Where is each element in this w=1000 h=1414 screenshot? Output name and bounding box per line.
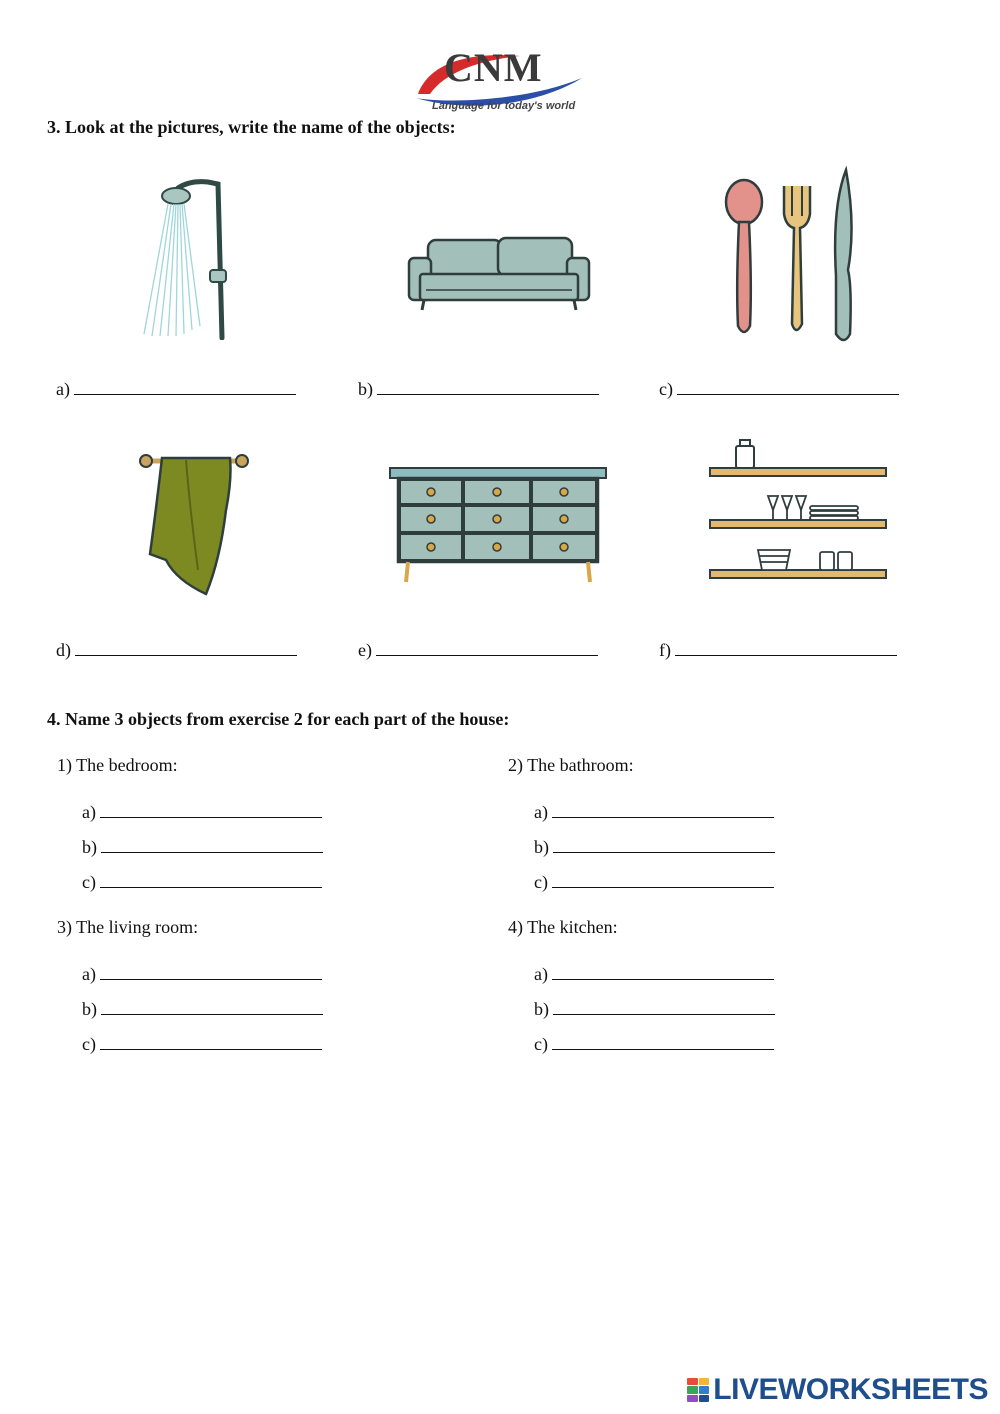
liveworksheets-brand: LIVEWORKSHEETS <box>713 1373 988 1406</box>
answer-label: b) <box>534 999 549 1019</box>
living-room-line-a[interactable] <box>82 964 322 985</box>
answer-blank[interactable] <box>552 965 774 980</box>
sofa-icon <box>406 234 592 314</box>
answer-blank[interactable] <box>552 873 774 888</box>
kitchen-line-a[interactable] <box>534 964 774 985</box>
group-title-bedroom: 1) The bedroom: <box>57 755 178 775</box>
kitchen-line-b[interactable] <box>534 999 775 1020</box>
answer-line-c[interactable] <box>659 379 899 400</box>
group-title-living-room: 3) The living room: <box>57 917 199 937</box>
answer-label: a) <box>82 802 96 822</box>
shower-icon <box>138 178 248 340</box>
bathroom-line-a[interactable] <box>534 802 774 823</box>
answer-blank[interactable] <box>553 838 775 853</box>
answer-label: b) <box>82 837 97 857</box>
answer-blank[interactable] <box>100 803 322 818</box>
living-room-line-c[interactable] <box>82 1034 322 1055</box>
answer-label: a) <box>82 964 96 984</box>
answer-blank[interactable] <box>552 803 774 818</box>
exercise4-title: 4. Name 3 objects from exercise 2 for each part of the house: <box>47 709 510 729</box>
answer-label: c) <box>659 379 673 399</box>
answer-line-e[interactable] <box>358 640 598 661</box>
towel-rail-icon <box>136 450 252 598</box>
chest-of-drawers-icon <box>388 466 608 588</box>
answer-line-d[interactable] <box>56 640 297 661</box>
shelves-icon <box>706 436 890 582</box>
bedroom-line-b[interactable] <box>82 837 323 858</box>
exercise3-title: 3. Look at the pictures, write the name of the objects: <box>47 117 456 137</box>
answer-label: c) <box>534 1034 548 1054</box>
answer-blank[interactable] <box>100 965 322 980</box>
answer-label: f) <box>659 640 671 660</box>
answer-label: b) <box>82 999 97 1019</box>
answer-label: c) <box>82 1034 96 1054</box>
liveworksheets-badge-icon <box>687 1378 709 1402</box>
answer-blank[interactable] <box>100 873 322 888</box>
kitchen-line-c[interactable] <box>534 1034 774 1055</box>
bathroom-line-c[interactable] <box>534 872 774 893</box>
answer-label: b) <box>534 837 549 857</box>
answer-blank[interactable] <box>675 641 897 656</box>
bedroom-line-c[interactable] <box>82 872 322 893</box>
answer-line-a[interactable] <box>56 379 296 400</box>
answer-blank[interactable] <box>101 1000 323 1015</box>
group-title-bathroom: 2) The bathroom: <box>508 755 634 775</box>
answer-blank[interactable] <box>376 641 598 656</box>
answer-blank[interactable] <box>552 1035 774 1050</box>
answer-label: d) <box>56 640 71 660</box>
answer-label: e) <box>358 640 372 660</box>
answer-label: b) <box>358 379 373 399</box>
answer-line-b[interactable] <box>358 379 599 400</box>
answer-blank[interactable] <box>553 1000 775 1015</box>
answer-label: a) <box>56 379 70 399</box>
answer-line-f[interactable] <box>659 640 897 661</box>
liveworksheets-logo <box>687 1372 988 1408</box>
answer-label: a) <box>534 964 548 984</box>
answer-blank[interactable] <box>75 641 297 656</box>
answer-blank[interactable] <box>377 380 599 395</box>
living-room-line-b[interactable] <box>82 999 323 1020</box>
answer-blank[interactable] <box>101 838 323 853</box>
cnm-logo <box>410 42 590 118</box>
answer-label: a) <box>534 802 548 822</box>
bedroom-line-a[interactable] <box>82 802 322 823</box>
answer-blank[interactable] <box>677 380 899 395</box>
answer-label: c) <box>82 872 96 892</box>
answer-label: c) <box>534 872 548 892</box>
bathroom-line-b[interactable] <box>534 837 775 858</box>
answer-blank[interactable] <box>100 1035 322 1050</box>
answer-blank[interactable] <box>74 380 296 395</box>
logo-tagline: Language for today's world <box>432 100 576 112</box>
cutlery-icon <box>722 166 862 344</box>
logo-brand: CNM <box>444 45 543 90</box>
group-title-kitchen: 4) The kitchen: <box>508 917 618 937</box>
